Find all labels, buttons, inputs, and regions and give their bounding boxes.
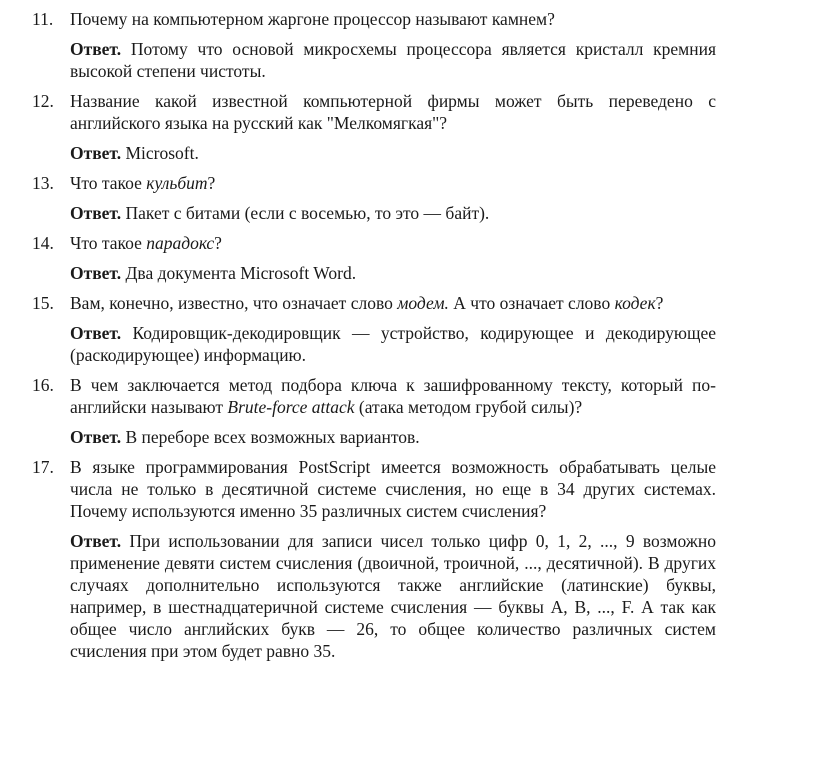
qa-item-17: [0, 456, 816, 662]
question-text-end: ?: [655, 293, 664, 313]
question-number: 17.: [32, 457, 54, 477]
answer-label: Ответ.: [70, 323, 122, 343]
question-text: Вам, конечно, известно, что означает слово: [70, 293, 398, 313]
answer-text: Кодировщик-декодировщик — устройство, кодирующее и декодирующее (раскодирующее) информацию.: [70, 323, 716, 365]
answer-14: [70, 262, 716, 284]
answer-16: [70, 426, 716, 448]
qa-item-13: [0, 172, 816, 224]
question-11: [32, 8, 716, 30]
question-text-end: (атака методом грубой силы)?: [354, 397, 583, 417]
answer-label: Ответ.: [70, 263, 122, 283]
answer-text: Microsoft.: [125, 143, 199, 163]
answer-label: Ответ.: [70, 427, 122, 447]
question-15: [32, 292, 716, 314]
answer-text: Два документа Microsoft Word.: [125, 263, 357, 283]
question-emphasis: модем.: [397, 293, 449, 313]
question-number: 15.: [32, 293, 54, 313]
question-number: 16.: [32, 375, 54, 395]
question-14: [32, 232, 716, 254]
question-text: Название какой известной компьютерной фирмы может быть переведено с английского языка на русский как "Мелкомягкая"?: [70, 91, 716, 133]
question-text: Что такое: [70, 233, 147, 253]
question-emphasis: парадокс: [146, 233, 215, 253]
qa-item-15: [0, 292, 816, 366]
question-text: Почему на компьютерном жаргоне процессор называют камнем?: [70, 9, 555, 29]
question-12: [32, 90, 716, 134]
question-text: В языке программирования PostScript имеется возможность обрабатывать целые числа не только в десятичной системе счисления, но еще в 34 других системах. Почему используются именно 35 различных систем счисления?: [70, 457, 716, 521]
answer-label: Ответ.: [70, 203, 122, 223]
question-emphasis-2: кодек: [614, 293, 656, 313]
question-number: 13.: [32, 173, 54, 193]
answer-17: [70, 530, 716, 662]
question-text-end: ?: [214, 233, 222, 253]
answer-15: [70, 322, 716, 366]
question-number: 14.: [32, 233, 54, 253]
qa-item-14: [0, 232, 816, 284]
question-number: 12.: [32, 91, 54, 111]
answer-text: При использовании для записи чисел только цифр 0, 1, 2, ..., 9 возможно применение девяти систем счисления (двоичной, троичной, ..., десятичной). В других случаях дополнительно используются также английские (латинские) буквы, например, в шестнадцатеричной системе счисления — буквы A, B, ..., F. А так как общее число английских букв — 26, то общее количество различных систем счисления при этом будет равно 35.: [70, 531, 717, 661]
answer-text: Потому что основой микросхемы процессора является кристалл кремния высокой степени чистоты.: [70, 39, 717, 81]
question-text: Что такое: [70, 173, 147, 193]
answer-text: Пакет с битами (если с восемью, то это — байт).: [125, 203, 490, 223]
qa-item-12: [0, 90, 816, 164]
question-number: 11.: [32, 9, 54, 29]
question-17: [32, 456, 716, 522]
question-13: [32, 172, 716, 194]
answer-label: Ответ.: [70, 39, 122, 59]
answer-label: Ответ.: [70, 531, 122, 551]
answer-label: Ответ.: [70, 143, 122, 163]
qa-item-16: [0, 374, 816, 448]
answer-12: [70, 142, 716, 164]
question-text-end: ?: [207, 173, 216, 193]
question-text: В чем заключается метод подбора ключа к зашифрованному тексту, который по-английски называют: [70, 375, 716, 417]
qa-item-11: [0, 8, 816, 82]
question-emphasis: кульбит: [146, 173, 208, 193]
question-16: [32, 374, 716, 418]
question-text-mid: А что означает слово: [448, 293, 615, 313]
answer-13: [70, 202, 716, 224]
question-emphasis: Brute-force attack: [227, 397, 355, 417]
answer-text: В переборе всех возможных вариантов.: [125, 427, 420, 447]
answer-11: [70, 38, 716, 82]
